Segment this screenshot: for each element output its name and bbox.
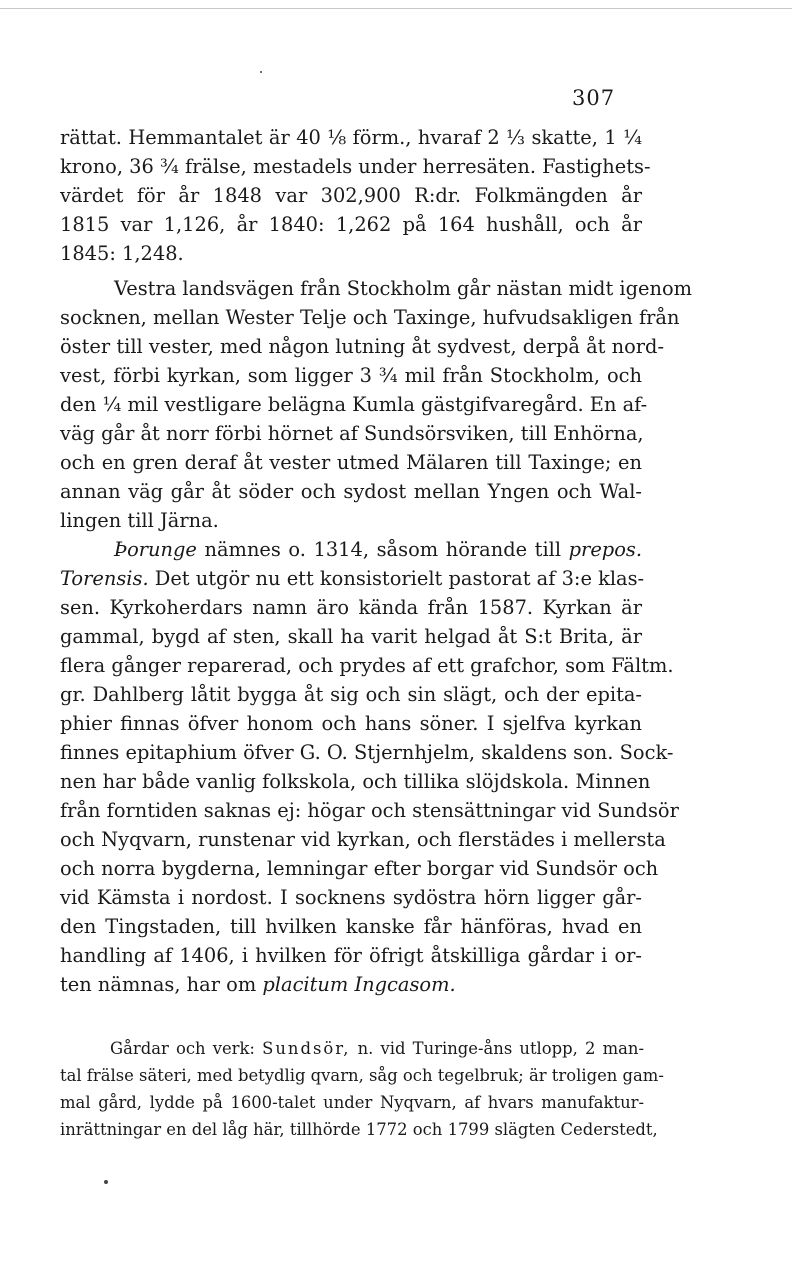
- text-run: Det utgör nu ett konsistorielt pastorat af 3:e klas-: [148, 567, 645, 590]
- footnotes: [60, 1035, 664, 1143]
- note-line: inrättningar en del låg här, tillhörde 1772 och 1799 slägten Cederstedt,: [60, 1120, 658, 1139]
- text-line: flera gånger reparerad, och prydes af ett grafchor, som Fältm.: [60, 654, 674, 677]
- italic-term: Þorunge: [114, 538, 197, 561]
- italic-term: placitum Ingcasom.: [262, 973, 456, 996]
- text-line: phier finnas öfver honom och hans söner. I sjelfva kyrkan: [60, 712, 642, 735]
- ink-speck: [260, 71, 262, 73]
- text-line: rättat. Hemmantalet är 40 ⅛ förm., hvaraf 2 ⅓ skatte, 1 ¼: [60, 126, 642, 149]
- italic-term: Torensis.: [60, 567, 149, 590]
- text-line: gammal, bygd af sten, skall ha varit helgad åt S:t Brita, är: [60, 625, 642, 648]
- text-run: nämnes o. 1314, såsom hörande till: [196, 538, 569, 561]
- text-line: [60, 564, 645, 593]
- text-line: sen. Kyrkoherdars namn äro kända från 1587. Kyrkan är: [60, 596, 642, 619]
- text-line: gr. Dahlberg låtit bygga åt sig och sin slägt, och der epita-: [60, 683, 642, 706]
- italic-term: prepos.: [568, 538, 642, 561]
- spaced-name: Sundsör,: [262, 1039, 351, 1058]
- text-line: annan väg går åt söder och sydost mellan Yngen och Wal-: [60, 480, 642, 503]
- main-text: [60, 123, 693, 999]
- text-line: och Nyqvarn, runstenar vid kyrkan, och flerstädes i mellersta: [60, 828, 666, 851]
- text-line: [60, 535, 642, 564]
- text-line: och en gren deraf åt vester utmed Mälaren till Taxinge; en: [60, 451, 642, 474]
- text-line: handling af 1406, i hvilken för öfrigt åtskilliga gårdar i or-: [60, 944, 642, 967]
- text-line: nen har både vanlig folkskola, och tillika slöjdskola. Minnen: [60, 770, 651, 793]
- text-line: finnes epitaphium öfver G. O. Stjernhjelm, skaldens son. Sock-: [60, 741, 674, 764]
- text-line: krono, 36 ¾ frälse, mestadels under herresäten. Fastighets-: [60, 155, 651, 178]
- ink-speck: [104, 1180, 108, 1184]
- text-run: n. vid Turinge-åns utlopp, 2 man-: [350, 1039, 644, 1058]
- text-line: 1845: 1,248.: [60, 242, 184, 265]
- text-line: Vestra landsvägen från Stockholm går nästan midt igenom: [114, 277, 693, 300]
- page-number: 307: [572, 86, 616, 110]
- text-line: 1815 var 1,126, år 1840: 1,262 på 164 hushåll, och år: [60, 213, 642, 236]
- text-line: värdet för år 1848 var 302,900 R:dr. Folkmängden år: [60, 184, 642, 207]
- note-label: Gårdar och verk:: [110, 1039, 255, 1058]
- note-line: [60, 1035, 644, 1062]
- text-line: den ¼ mil vestligare belägna Kumla gästgifvaregård. En af-: [60, 393, 648, 416]
- text-line: [60, 970, 642, 999]
- text-line: vid Kämsta i nordost. I socknens sydöstra hörn ligger går-: [60, 886, 642, 909]
- text-line: och norra bygderna, lemningar efter borgar vid Sundsör och: [60, 857, 659, 880]
- text-line: från forntiden saknas ej: högar och stensättningar vid Sundsör: [60, 799, 679, 822]
- note-line: mal gård, lydde på 1600-talet under Nyqvarn, af hvars manufaktur-: [60, 1093, 644, 1112]
- text-line: vest, förbi kyrkan, som ligger 3 ¾ mil från Stockholm, och: [60, 364, 642, 387]
- scan-edge-line: [0, 8, 792, 9]
- text-run: ten nämnas, har om: [60, 973, 263, 996]
- text-line: väg går åt norr förbi hörnet af Sundsörsviken, till Enhörna,: [60, 422, 644, 445]
- text-line: den Tingstaden, till hvilken kanske får hänföras, hvad en: [60, 915, 642, 938]
- text-line: lingen till Järna.: [60, 509, 219, 532]
- text-line: öster till vester, med någon lutning åt sydvest, derpå åt nord-: [60, 335, 665, 358]
- text-line: socknen, mellan Wester Telje och Taxinge, hufvudsakligen från: [60, 306, 680, 329]
- note-line: tal frälse säteri, med betydlig qvarn, såg och tegelbruk; är troligen gam-: [60, 1066, 664, 1085]
